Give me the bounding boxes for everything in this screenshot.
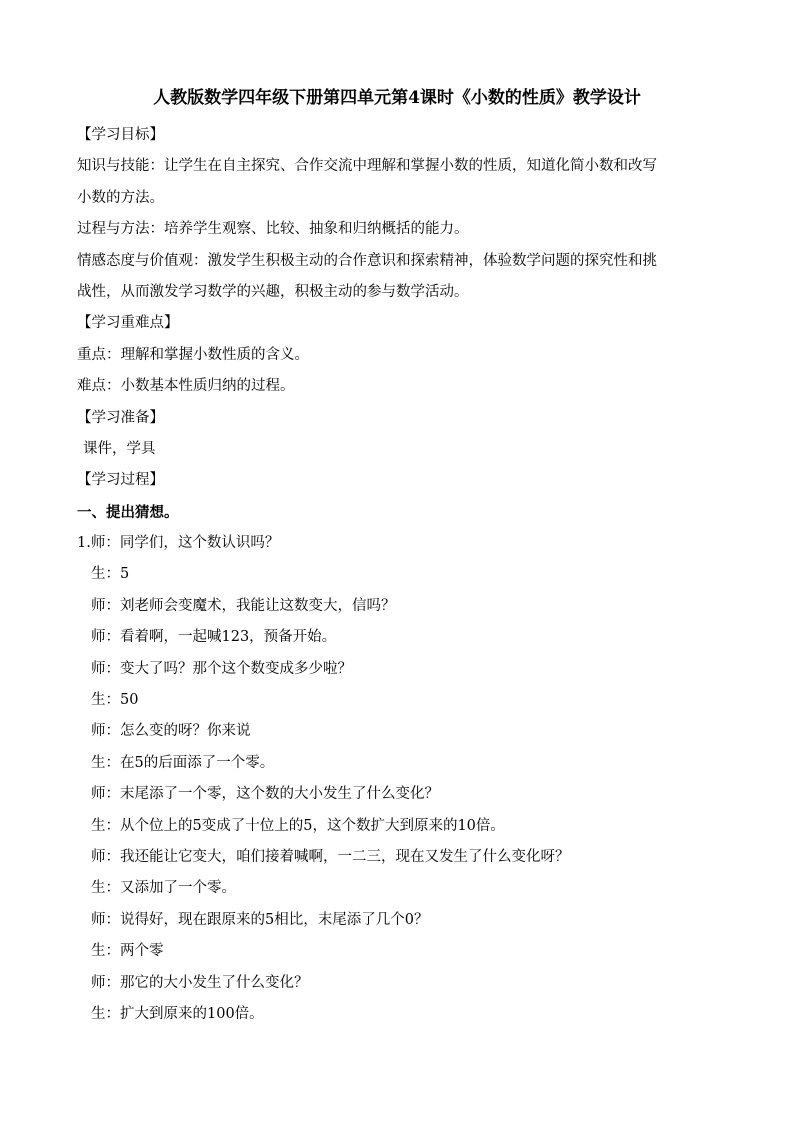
paragraph-line: 难点：小数基本性质归纳的过程。 — [77, 378, 295, 395]
dialogue-line: 师：那它的大小发生了什么变化？ — [91, 974, 309, 991]
section-heading-preparation: 【学习准备】 — [77, 409, 164, 426]
dialogue-line: 生：5 — [91, 566, 130, 583]
dialogue-line: 生：两个零 — [91, 943, 164, 960]
paragraph-line: 知识与技能：让学生在自主探究、合作交流中理解和掌握小数的性质，知道化简小数和改写 — [77, 158, 657, 175]
dialogue-line: 生：在5的后面添了一个零。 — [91, 754, 275, 771]
dialogue-line: 生：50 — [91, 692, 139, 709]
dialogue-line: 师：我还能让它变大，咱们接着喊啊，一二三，现在又发生了什么变化呀？ — [91, 848, 570, 865]
dialogue-line: 师：刘老师会变魔术，我能让这数变大，信吗？ — [91, 597, 396, 614]
dialogue-line: 师：变大了吗？那个这个数变成多少啦？ — [91, 660, 352, 677]
paragraph-line: 小数的方法。 — [77, 189, 164, 206]
section-heading-goals: 【学习目标】 — [77, 127, 164, 143]
dialogue-line: 师：怎么变的呀？你来说 — [91, 723, 251, 740]
paragraph-line: 课件，学具 — [83, 440, 156, 457]
dialogue-line: 师：看着啊，一起喊123，预备开始。 — [91, 629, 337, 646]
paragraph-line: 战性，从而激发学习数学的兴趣，积极主动的参与数学活动。 — [77, 283, 469, 300]
document-body — [77, 120, 727, 1030]
dialogue-line: 师：说得好，现在跟原来的5相比，末尾添了几个0？ — [91, 911, 429, 928]
paragraph-line: 重点：理解和掌握小数性质的含义。 — [77, 346, 309, 363]
section-heading-key-points: 【学习重难点】 — [77, 315, 179, 332]
dialogue-line: 生：扩大到原来的100倍。 — [91, 1005, 264, 1022]
dialogue-line: 1.师：同学们，这个数认识吗？ — [77, 535, 280, 552]
paragraph-line: 情感态度与价值观：激发学生积极主动的合作意识和探索精神，体验数学问题的探究性和挑 — [77, 252, 657, 269]
subsection-heading: 一、提出猜想。 — [77, 503, 179, 521]
document-title: 人教版数学四年级下册第四单元第4课时《小数的性质》教学设计 — [153, 88, 641, 108]
dialogue-line: 生：又添加了一个零。 — [91, 880, 236, 897]
section-heading-process: 【学习过程】 — [77, 472, 164, 489]
dialogue-line: 生：从个位上的5变成了十位上的5，这个数扩大到原来的10倍。 — [91, 817, 505, 834]
dialogue-line: 师：末尾添了一个零，这个数的大小发生了什么变化？ — [91, 786, 439, 803]
paragraph-line: 过程与方法：培养学生观察、比较、抽象和归纳概括的能力。 — [77, 221, 469, 238]
